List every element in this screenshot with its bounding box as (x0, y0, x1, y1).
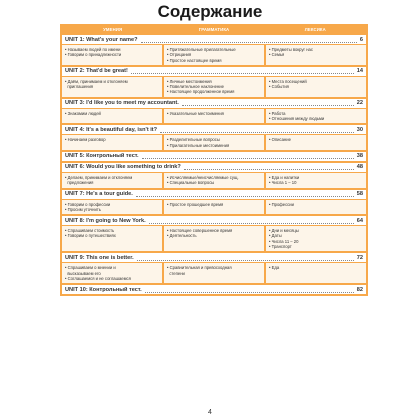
unit-5 (62, 152, 366, 161)
vocab-item: • Работа (269, 111, 363, 116)
unit-skills-column (62, 200, 162, 215)
unit-body (62, 200, 366, 215)
unit-page-number: 64 (356, 217, 363, 224)
unit-skills-column (62, 226, 162, 251)
unit-grammar-column (164, 200, 264, 215)
vocab-item: • Семья (269, 52, 363, 57)
unit-title-bar[interactable] (62, 67, 366, 76)
unit-4 (62, 125, 366, 150)
vocab-item: • Еда (269, 265, 363, 270)
unit-title-bar[interactable] (62, 190, 366, 199)
grammar-item: • Настоящее совершенное время (167, 228, 261, 233)
vocab-item: • Описание (269, 137, 363, 142)
grammar-item: • Повелительное наклонение (167, 84, 261, 89)
unit-body (62, 109, 366, 124)
dot-leader (142, 153, 354, 159)
skills-item: высказываем его (67, 270, 101, 276)
unit-grammar-column (164, 109, 264, 124)
vocab-item: • Транспорт (269, 244, 363, 249)
unit-page-number: 6 (359, 36, 363, 43)
unit-title-bar[interactable] (62, 152, 366, 161)
unit-body (62, 135, 366, 150)
unit-title-bar[interactable] (62, 99, 366, 108)
unit-title-bar[interactable] (62, 35, 366, 44)
page-number: 4 (208, 409, 212, 416)
vocab-item: • Места посещений (269, 79, 363, 84)
unit-skills-column (62, 263, 162, 283)
unit-vocab-column (266, 263, 366, 283)
vocab-item: • Отношения между людьми (269, 116, 363, 121)
skills-item: • Просим уточнить (65, 207, 159, 212)
skills-item: • Даём, принимаем и отклоняем (65, 79, 159, 84)
unit-vocab-column (266, 173, 366, 188)
unit-9 (62, 253, 366, 283)
unit-page-number: 48 (356, 164, 363, 171)
unit-page-number: 72 (356, 254, 363, 261)
skills-item: предложения (67, 180, 94, 186)
column-header-vocab: ЛЕКСИКА (304, 27, 326, 32)
dot-leader (160, 127, 354, 133)
grammar-item: • Сравнительная и превосходная (167, 265, 261, 270)
unit-page-number: 38 (356, 153, 363, 160)
vocab-item: • Числа 1 – 10 (269, 180, 363, 185)
vocab-item: • Предметы вокруг нас (269, 47, 363, 52)
unit-page-number: 82 (356, 286, 363, 293)
grammar-item: • Простое прошедшее время (167, 202, 261, 207)
column-header-skills: УМЕНИЯ (103, 27, 123, 32)
unit-title-bar[interactable] (62, 285, 366, 294)
vocab-item: • Даты (269, 233, 363, 238)
unit-title: UNIT 5: Контрольный тест. (65, 153, 139, 160)
unit-body (62, 226, 366, 251)
unit-grammar-column (164, 45, 264, 65)
grammar-item: • Настоящее продолженное время (167, 89, 261, 94)
unit-grammar-column (164, 263, 264, 283)
column-header-grammar: ГРАММАТИКА (198, 27, 230, 32)
table-of-contents (60, 24, 368, 296)
unit-vocab-column (266, 226, 366, 251)
grammar-item: • Исчисляемые/неисчисляемые сущ. (167, 175, 261, 180)
unit-title: UNIT 9: This one is better. (65, 254, 134, 261)
unit-skills-column (62, 77, 162, 97)
skills-item: • Говорим о профессии (65, 202, 159, 207)
skills-item: • Говорим о путешествиях (65, 233, 159, 238)
grammar-item: степени (169, 270, 185, 276)
unit-title: UNIT 4: It's a beautiful day, isn't it? (65, 126, 158, 133)
unit-page-number: 14 (356, 68, 363, 75)
unit-title-bar[interactable] (62, 163, 366, 172)
unit-skills-column (62, 135, 162, 150)
unit-10 (62, 285, 366, 294)
unit-6 (62, 163, 366, 188)
unit-title: UNIT 2: That'd be great! (65, 68, 128, 75)
unit-3 (62, 99, 366, 124)
unit-7 (62, 190, 366, 215)
unit-vocab-column (266, 45, 366, 65)
unit-vocab-column (266, 109, 366, 124)
skills-item: • Говорим о принадлежности (65, 52, 159, 57)
vocab-item: • Дни и месяцы (269, 228, 363, 233)
grammar-item: • Прилагательные местоимения (167, 143, 261, 148)
unit-2 (62, 67, 366, 97)
unit-page-number: 22 (356, 100, 363, 107)
dot-leader (137, 255, 354, 261)
unit-skills-column (62, 109, 162, 124)
page-title: Содержание (157, 2, 263, 21)
unit-title: UNIT 10: Контрольный тест. (65, 286, 142, 293)
unit-skills-column (62, 45, 162, 65)
unit-title: UNIT 3: I'd like you to meet my accountant. (65, 100, 179, 107)
vocab-item: • Еда и напитки (269, 175, 363, 180)
unit-title: UNIT 7: He's a tour guide. (65, 191, 133, 198)
unit-page-number: 58 (356, 191, 363, 198)
grammar-item: • Притяжательные прилагательные (167, 47, 261, 52)
unit-title-bar[interactable] (62, 125, 366, 134)
units-list (62, 35, 366, 294)
grammar-item: • Специальные вопросы (167, 180, 261, 185)
dot-leader (184, 164, 354, 170)
vocab-item: • Профессии (269, 202, 363, 207)
unit-title-bar[interactable] (62, 216, 366, 225)
unit-body (62, 263, 366, 283)
unit-grammar-column (164, 226, 264, 251)
grammar-item: • Указательные местоимения (167, 111, 261, 116)
skills-item: • Спрашиваем о мнении и (65, 265, 159, 270)
skills-item: приглашения (67, 84, 94, 90)
skills-item: • Соглашаемся и не соглашаемся (65, 276, 159, 281)
unit-title: UNIT 8: I'm going to New York. (65, 217, 146, 224)
unit-title-bar[interactable] (62, 253, 366, 262)
unit-1 (62, 35, 366, 65)
dot-leader (141, 37, 357, 43)
unit-grammar-column (164, 135, 264, 150)
skills-item: • Начинаем разговор (65, 137, 159, 142)
unit-grammar-column (164, 173, 264, 188)
unit-title: UNIT 6: Would you like something to drink? (65, 164, 181, 171)
dot-leader (131, 68, 354, 74)
skills-item: • Называем людей по имени (65, 47, 159, 52)
column-headers (62, 24, 366, 35)
unit-title: UNIT 1: What's your name? (65, 36, 138, 43)
vocab-item: • События (269, 84, 363, 89)
grammar-item: • Деятельность (167, 233, 261, 238)
unit-page-number: 30 (356, 126, 363, 133)
grammar-item: • Отрицания (167, 52, 261, 57)
unit-body (62, 173, 366, 188)
vocab-item: • Числа 11 – 20 (269, 239, 363, 244)
unit-skills-column (62, 173, 162, 188)
unit-grammar-column (164, 77, 264, 97)
skills-item: • Знакомим людей (65, 111, 159, 116)
skills-item: • Спрашиваем стоимость (65, 228, 159, 233)
unit-body (62, 77, 366, 97)
unit-vocab-column (266, 200, 366, 215)
dot-leader (149, 218, 354, 224)
unit-vocab-column (266, 135, 366, 150)
unit-vocab-column (266, 77, 366, 97)
grammar-item: • Личные местоимения (167, 79, 261, 84)
dot-leader (182, 100, 354, 106)
dot-leader (136, 191, 354, 197)
grammar-item: • Простое настоящее время (167, 58, 261, 63)
unit-body (62, 45, 366, 65)
unit-8 (62, 216, 366, 251)
dot-leader (145, 287, 354, 293)
skills-item: • Делаем, принимаем и отклоняем (65, 175, 159, 180)
grammar-item: • Разделительные вопросы (167, 137, 261, 142)
